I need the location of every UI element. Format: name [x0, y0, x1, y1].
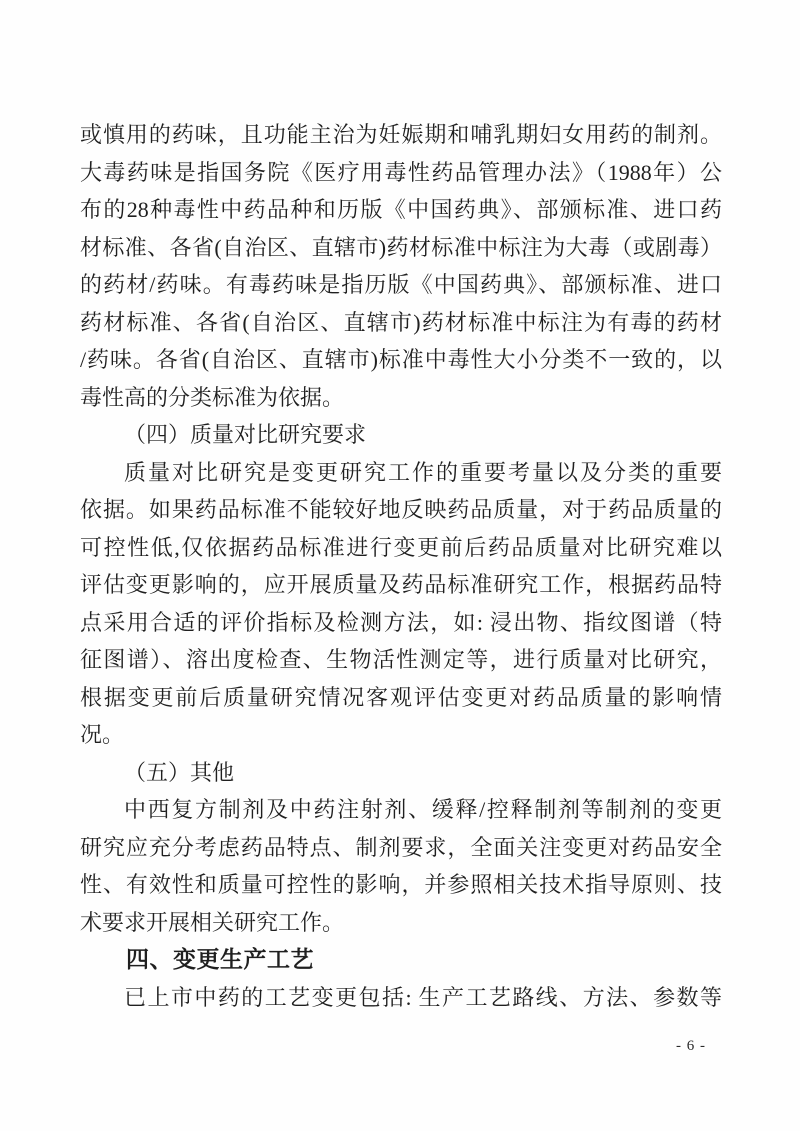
body-text-line: 材标准、各省(自治区、直辖市)药材标准中标注为大毒（或剧毒） [80, 234, 722, 260]
body-text-line: 毒性高的分类标准为依据。 [80, 384, 345, 410]
body-text-line: 大毒药味是指国务院《医疗用毒性药品管理办法》（1988年）公 [80, 159, 722, 185]
body-text-line: 征图谱）、溶出度检查、生物活性测定等，进行质量对比研究， [80, 647, 722, 672]
section-heading-change-production-process: 四、变更生产工艺 [126, 946, 314, 972]
body-text-line: 布的28种毒性中药品种和历版《中国药典》、部颁标准、进口药 [80, 197, 722, 222]
body-text-line: 根据变更前后质量研究情况客观评估变更对药品质量的影响情 [80, 684, 722, 710]
body-text-line: 研究应充分考虑药品特点、制剂要求，全面关注变更对药品安全 [80, 834, 722, 860]
body-text-line: 可控性低,仅依据药品标准进行变更前后药品质量对比研究难以 [80, 534, 722, 560]
body-text-line: 中西复方制剂及中药注射剂、缓释/控释制剂等制剂的变更 [124, 797, 722, 822]
body-text-line: 评估变更影响的，应开展质量及药品标准研究工作，根据药品特 [80, 572, 722, 597]
body-text-line: 术要求开展相关研究工作。 [80, 909, 345, 935]
body-text-line: 性、有效性和质量可控性的影响，并参照相关技术指导原则、技 [80, 872, 722, 897]
body-text-line: 已上市中药的工艺变更包括: 生产工艺路线、方法、参数等 [124, 984, 722, 1010]
document-text-block [80, 116, 722, 1016]
body-text-line: 的药材/药味。有毒药味是指历版《中国药典》、部颁标准、进口 [80, 272, 722, 297]
body-text-line: 质量对比研究是变更研究工作的重要考量以及分类的重要 [124, 459, 722, 485]
body-text-line: 或慎用的药味，且功能主治为妊娠期和哺乳期妇女用药的制剂。 [80, 122, 722, 147]
body-text-line: 点采用合适的评价指标及检测方法，如: 浸出物、指纹图谱（特 [80, 609, 722, 635]
body-text-line: 依据。如果药品标准不能较好地反映药品质量，对于药品质量的 [80, 497, 722, 522]
subsection-heading-quality-comparison: （四）质量对比研究要求 [124, 422, 367, 447]
body-text-line: 药材标准、各省(自治区、直辖市)药材标准中标注为有毒的药材 [80, 309, 722, 335]
body-text-line: /药味。各省(自治区、直辖市)标准中毒性大小分类不一致的，以 [80, 347, 722, 372]
page-number: - 6 - [676, 1038, 706, 1054]
subsection-heading-other: （五）其他 [124, 759, 235, 785]
body-text-line: 况。 [80, 722, 125, 747]
